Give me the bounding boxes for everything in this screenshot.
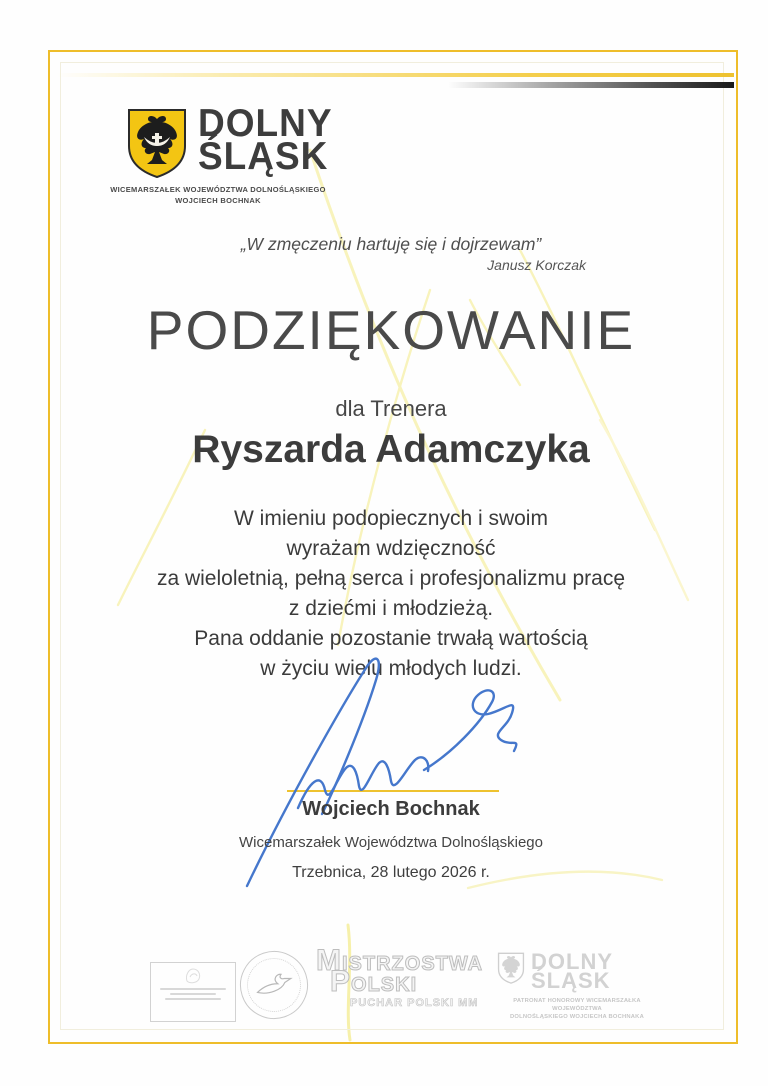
championship-initial-m: M (316, 944, 342, 977)
motto-quote: „W zmęczeniu hartuję się i dojrzewam” (240, 234, 542, 254)
patronage-caption (497, 997, 657, 1021)
header-office-caption (110, 184, 326, 206)
dedication-text (48, 504, 734, 684)
certificate-title: PODZIĘKOWANIE (146, 299, 636, 361)
patronage-logo (497, 949, 657, 1021)
dedication-line: W imieniu podopiecznych i swoim (234, 507, 548, 530)
championship-rest2: OLSKI (351, 974, 418, 996)
motto-author: Janusz Korczak (487, 257, 586, 273)
dedication-line: za wieloletnią, pełną serca i profesjonalizmu pracę (156, 567, 626, 590)
brand-line1: DOLNY (198, 101, 333, 145)
lower-silesia-coat-of-arms (126, 107, 188, 179)
dedication-line: z dziećmi i młodzieżą. (288, 597, 494, 620)
dedication-line: w życiu wielu młodych ludzi. (260, 657, 522, 680)
brand-line2: ŚLĄSK (198, 134, 329, 178)
header-office-line2: WOJCIECH BOCHNAK (175, 196, 261, 205)
signatory-name: Wojciech Bochnak (302, 798, 480, 820)
championship-logo-line2 (330, 965, 502, 998)
stamp-inner-ring (240, 951, 308, 1019)
patronage-caption-line1: PATRONAT HONOROWY WICEMARSZAŁKA WOJEWÓDZTWA (513, 998, 641, 1012)
partner-caption-line (165, 998, 221, 1000)
dedication-line: Pana oddanie pozostanie trwałą wartością (194, 627, 588, 650)
signature-line (287, 790, 499, 792)
top-dark-gradient-bar (448, 82, 734, 88)
championship-initial-p: P (330, 965, 352, 998)
patronage-brand-line2: ŚLĄSK (531, 968, 611, 993)
partner-emblem-icon (183, 967, 203, 985)
patronage-brand-line1: DOLNY (531, 949, 613, 974)
partner-logo-box (150, 962, 236, 1022)
partner-caption-line (170, 993, 216, 995)
pigeon-icon (251, 967, 296, 1002)
partner-caption-line (160, 988, 226, 990)
top-gold-gradient-bar (56, 73, 734, 77)
recipient-prefix: dla Trenera (335, 396, 447, 421)
place-and-date: Trzebnica, 28 lutego 2026 r. (292, 864, 490, 881)
recipient-name: Ryszarda Adamczyka (192, 428, 590, 471)
gray-coat-of-arms-icon (497, 952, 525, 984)
header-office-line1: WICEMARSZAŁEK WOJEWÓDZTWA DOLNOŚLĄSKIEGO (110, 185, 326, 194)
patronage-brand-text (531, 949, 613, 993)
championship-rest1: ISTRZOSTWA (342, 953, 484, 975)
patronage-caption-line2: DOLNOŚLĄSKIEGO WOJCIECHA BOCHNAKA (510, 1014, 644, 1020)
signatory-role: Wicemarszałek Województwa Dolnośląskiego (238, 834, 543, 851)
dedication-line: wyrażam wdzięczność (286, 537, 496, 560)
brand-logotype (198, 101, 333, 178)
championship-logo-subline: PUCHAR POLSKI MM (350, 997, 479, 1009)
championship-logo (316, 944, 502, 1012)
